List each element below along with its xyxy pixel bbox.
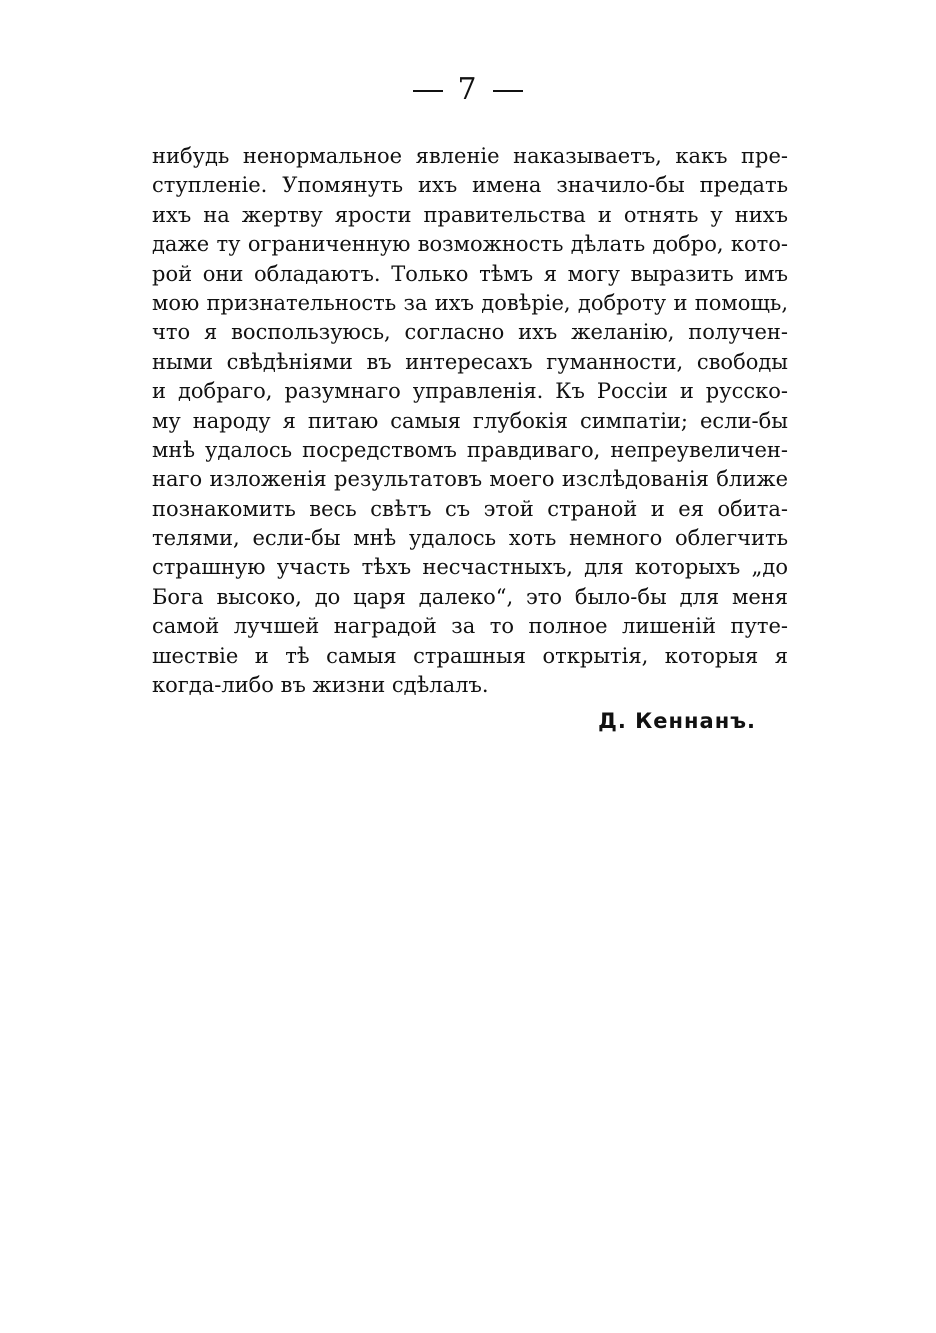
right-dash — [493, 90, 523, 92]
text-line: страшную участь тѣхъ несчастныхъ, для которыхъ „до — [152, 555, 788, 580]
text-line: ными свѣдѣніями въ интересахъ гуманности, свободы — [152, 349, 788, 374]
text-line: и добраго, разумнаго управленія. Къ Россіи и русско- — [152, 379, 788, 404]
author-signature: Д. Кеннанъ. — [598, 709, 756, 733]
page-number-header — [0, 72, 936, 108]
text-line: Бога высоко, до царя далеко“, это было-бы для меня — [152, 584, 788, 609]
left-dash — [413, 90, 443, 92]
text-line: ихъ на жертву ярости правительства и отнять у нихъ — [152, 202, 788, 227]
text-line: наго изложенія результатовъ моего изслѣдованія ближе — [152, 467, 788, 492]
text-line: познакомить весь свѣтъ съ этой страной и ея обита- — [152, 496, 788, 521]
text-line: мнѣ удалось посредствомъ правдиваго, непреувеличен- — [152, 437, 788, 462]
text-line: рой они обладаютъ. Только тѣмъ я могу выразить имъ — [152, 261, 788, 286]
text-line: ступленіе. Упомянуть ихъ имена значило-бы предать — [152, 173, 788, 198]
body-paragraph — [152, 142, 788, 700]
text-line: самой лучшей наградой за то полное лишеній путе- — [152, 614, 788, 639]
text-line: телями, если-бы мнѣ удалось хоть немного облегчить — [152, 526, 788, 551]
text-line: когда-либо въ жизни сдѣлалъ. — [152, 673, 489, 698]
text-line: даже ту ограниченную возможность дѣлать добро, кото- — [152, 232, 788, 257]
text-line: шествіе и тѣ самыя страшныя открытія, которыя я — [152, 643, 788, 668]
text-line: мою признательность за ихъ довѣріе, доброту и помощь, — [152, 290, 788, 315]
text-line: что я воспользуюсь, согласно ихъ желанію, получен- — [152, 320, 788, 345]
text-line: нибудь ненормальное явленіе наказываетъ, какъ пре- — [152, 144, 788, 168]
page-number: 7 — [457, 72, 479, 107]
text-line: му народу я питаю самыя глубокія симпатіи; если-бы — [152, 408, 788, 433]
